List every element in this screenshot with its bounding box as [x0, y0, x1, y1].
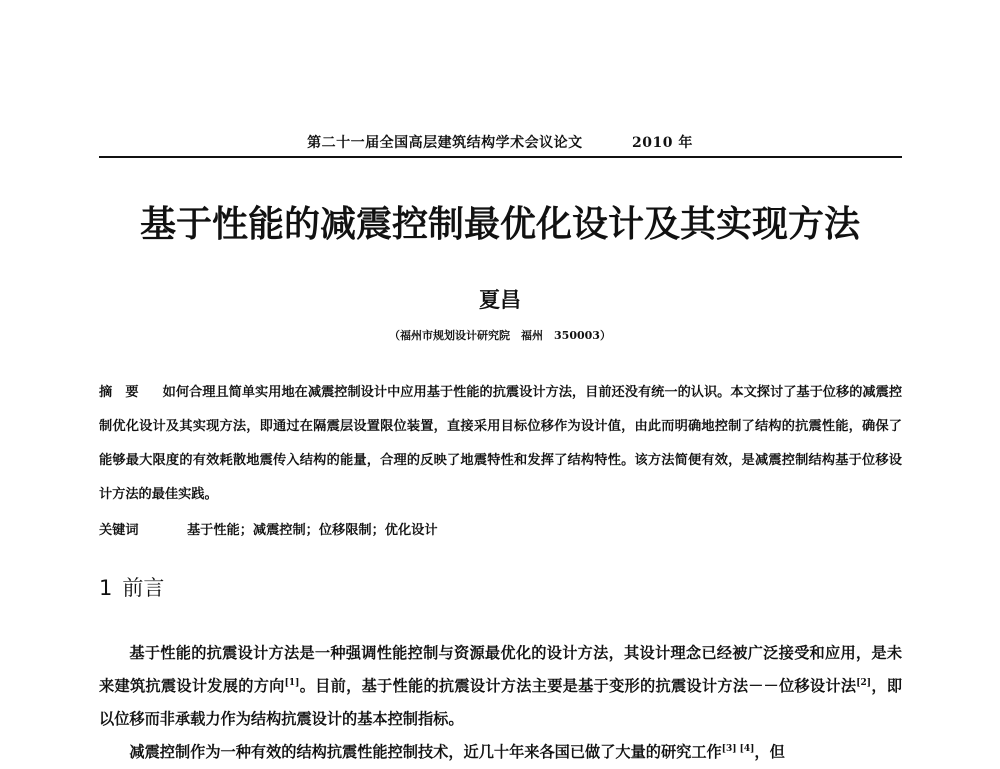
abstract [99, 376, 902, 512]
header-rule [99, 156, 902, 158]
paragraph-text: ，即以位移而非承载力作为结构抗震设计的基本控制指标。 [99, 677, 902, 728]
paragraph [99, 736, 902, 769]
citation[interactable]: [1] [284, 677, 300, 688]
paragraph-text: 基于性能的抗震设计方法是一种强调性能控制与资源最优化的设计方法，其设计理念已经被广泛接受和应用，是未来建筑抗震设计发展的方向 [99, 644, 902, 695]
section-number: 1 [99, 576, 113, 600]
conference-year: 2010 年 [632, 135, 693, 151]
section-heading [99, 572, 164, 602]
running-header [0, 132, 1000, 152]
paragraph [99, 637, 902, 736]
abstract-text: 如何合理且简单实用地在减震控制设计中应用基于性能的抗震设计方法，目前还没有统一的认识。本文探讨了基于位移的减震控制优化设计及其实现方法，即通过在隔震层设置限位装置，直接采用目标位移作为设计值，由此而明确地控制了结构的抗震性能，确保了能够最大限度的有效耗散地震传入结构的能量，合理的反映了地震特性和发挥了结构特性。该方法简便有效，是减震控制结构基于位移设计方法的最佳实践。 [99, 385, 903, 502]
keywords [99, 517, 902, 545]
body-text [99, 637, 902, 769]
paragraph-text: 。目前，基于性能的抗震设计方法主要是基于变形的抗震设计方法－－位移设计法 [299, 677, 857, 695]
citation[interactable]: [3] [4] [721, 743, 755, 754]
keywords-label: 关键词 [99, 523, 139, 538]
paragraph-text: 减震控制作为一种有效的结构抗震性能控制技术，近几十年来各国已做了大量的研究工作 [129, 743, 722, 761]
keywords-text: 基于性能；减震控制；位移限制；优化设计 [187, 523, 438, 538]
author-affiliation: （福州市规划设计研究院 福州 350003） [389, 329, 611, 342]
conference-name: 第二十一届全国高层建筑结构学术会议论文 [307, 135, 583, 151]
section-title: 前言 [122, 576, 165, 600]
citation[interactable]: [2] [856, 677, 872, 688]
paragraph-text: ，但 [754, 743, 785, 761]
author-name: 夏昌 [479, 288, 521, 312]
paper-title: 基于性能的减震控制最优化设计及其实现方法 [139, 204, 860, 245]
abstract-label: 摘 要 [99, 385, 139, 400]
